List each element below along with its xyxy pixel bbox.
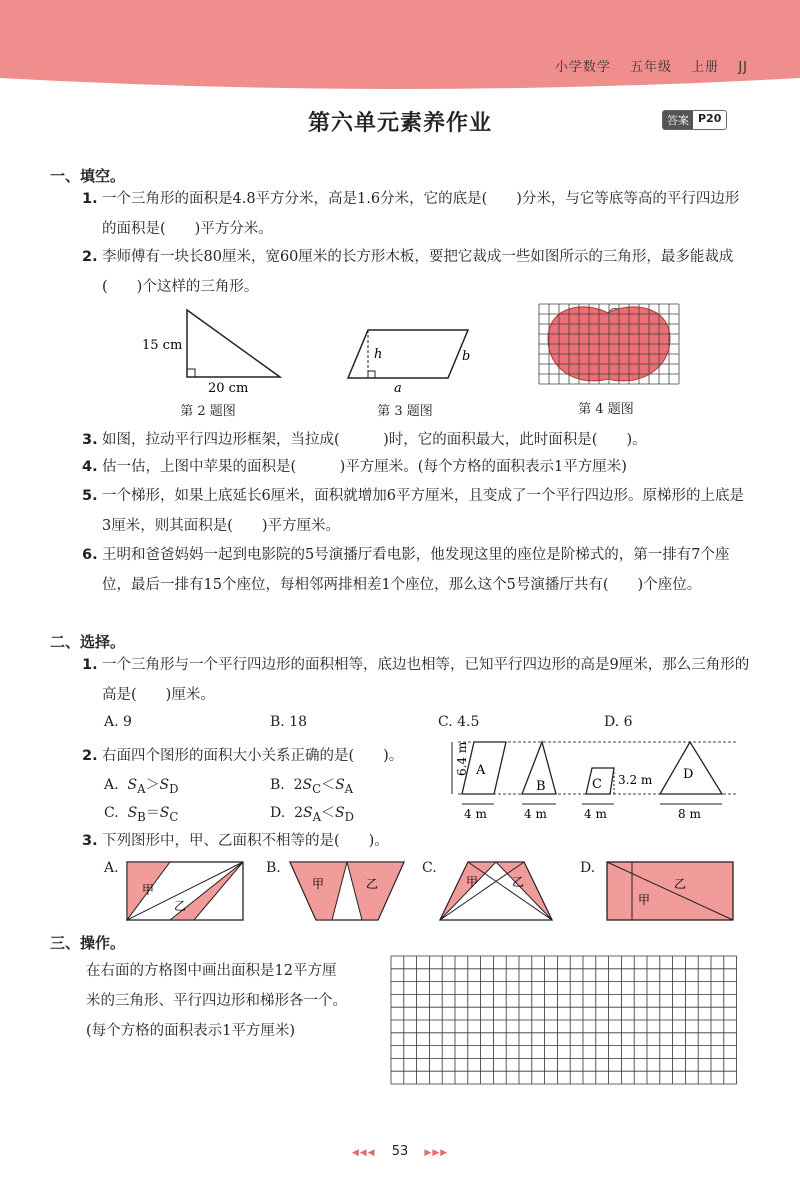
fig3-caption: 第 3 题图 [377, 404, 433, 419]
s3-text-line3: (每个方格的面积表示1平方厘米) [86, 1023, 296, 1039]
fig-base-d: 8 m [678, 807, 701, 821]
s2-q1-option-d[interactable]: D. 6 [604, 714, 633, 730]
drawing-grid[interactable] [390, 955, 742, 1085]
s1-q5-num: 5. [82, 488, 98, 504]
s2-q3-figure-a [124, 858, 246, 922]
s1-q3-num: 3. [82, 432, 98, 448]
page-number: 53 [391, 1144, 409, 1159]
fig3-h-label: h [374, 347, 383, 362]
s1-question-4 [82, 452, 750, 482]
s2-q1-num: 1. [82, 657, 98, 673]
c-jia: 甲 [466, 875, 479, 889]
prev-arrows-icon: ◀◀◀ [351, 1148, 376, 1158]
answer-tag [662, 110, 727, 130]
fig2-base-label: 20 cm [208, 381, 249, 395]
s1-question-2 [82, 242, 750, 302]
section1-heading: 一、填空。 [50, 167, 126, 185]
s3-text-line2: 米的三角形、平行四边形和梯形各一个。 [86, 993, 347, 1009]
s2-question-2 [82, 741, 442, 771]
fig-label-d: D [683, 767, 694, 782]
fig-base-b: 4 m [524, 807, 547, 821]
s2-q3-option-c[interactable]: C. [422, 860, 437, 876]
s2-q1-option-c[interactable]: C. 4.5 [438, 714, 480, 730]
s2-q1-text: 一个三角形与一个平行四边形的面积相等，底边也相等，已知平行四边形的高是9厘米，那么三角形的高是( )厘米。 [102, 657, 750, 703]
d-yi: 乙 [674, 877, 687, 891]
s2-q2-text: 右面四个图形的面积大小关系正确的是( )。 [102, 748, 404, 764]
fig2-triangle [140, 305, 290, 395]
header-edition: JJ [738, 60, 748, 75]
section2-heading: 二、选择。 [50, 633, 126, 651]
header-banner [0, 0, 800, 92]
s1-q6-text: 王明和爸爸妈妈一起到电影院的5号演播厅看电影，他发现这里的座位是阶梯式的，第一排有7个座位，最后一排有15个座位，每相邻两排相差1个座位，那么这个5号演播厅共有( )个座位。 [102, 547, 730, 593]
fig-label-b: B [536, 779, 546, 794]
answer-page: P20 [698, 112, 722, 125]
s2-q3-figure-b [288, 858, 406, 922]
fig-label-c: C [592, 777, 602, 792]
fig-base-a: 4 m [464, 807, 487, 821]
s2-q3-num: 3. [82, 833, 98, 849]
fig3-a-label: a [394, 381, 402, 394]
s1-q1-num: 1. [82, 191, 98, 207]
header-info [541, 56, 748, 75]
page-footer [0, 1144, 800, 1159]
s3-text-line1: 在右面的方格图中画出面积是12平方厘 [86, 963, 337, 979]
d-jia: 甲 [638, 893, 651, 907]
answer-label: 答案 [663, 111, 693, 129]
fig-label-a: A [476, 763, 486, 778]
s1-q2-text: 李师傅有一块长80厘米，宽60厘米的长方形木板，要把它裁成一些如图所示的三角形，最多能裁成( )个这样的三角形。 [102, 249, 734, 295]
s2-q3-figure-d [604, 858, 736, 922]
s2-q3-figure-c [438, 858, 554, 922]
next-arrows-icon: ▶▶▶ [424, 1148, 449, 1158]
s2-q3-text: 下列图形中，甲、乙面积不相等的是( )。 [102, 833, 389, 849]
page-title: 第六单元素养作业 [307, 111, 492, 136]
a-jia: 甲 [142, 883, 155, 897]
s1-q6-num: 6. [82, 547, 98, 563]
s2-q2-figure [438, 738, 738, 824]
s2-q2-option-c[interactable]: C. $S_B=S_C$ [104, 805, 179, 824]
s1-question-5 [82, 481, 750, 541]
c-yi: 乙 [512, 875, 525, 889]
s2-q1-option-a[interactable]: A. 9 [104, 714, 132, 730]
s1-q3-text: 如图，拉动平行四边形框架，当拉成( )时，它的面积最大，此时面积是( )。 [102, 432, 647, 448]
fig4-caption: 第 4 题图 [578, 402, 634, 417]
b-yi: 乙 [366, 877, 379, 891]
fig3-b-label: b [462, 349, 471, 364]
s2-q2-num: 2. [82, 748, 98, 764]
fig2-caption: 第 2 题图 [180, 404, 236, 419]
s2-q2-option-d[interactable]: D. $2S_A<S_D$ [270, 805, 354, 824]
s1-q4-text: 估一估，上图中苹果的面积是( )平方厘米。(每个方格的面积表示1平方厘米) [102, 459, 627, 475]
header-volume: 上册 [691, 60, 720, 75]
s1-question-1 [82, 184, 750, 244]
s2-q2-option-a[interactable]: A. $S_A>S_D$ [104, 777, 179, 796]
s2-q2-option-b[interactable]: B. $2S_C<S_A$ [270, 777, 354, 796]
s2-question-1 [82, 650, 750, 710]
fig2-height-label: 15 cm [142, 338, 183, 353]
s2-q3-option-d[interactable]: D. [580, 860, 596, 876]
section3-heading: 三、操作。 [50, 934, 126, 952]
fig4-apple-grid [538, 303, 680, 389]
header-grade: 五年级 [630, 60, 673, 75]
s2-question-3 [82, 826, 750, 856]
s3-text [86, 956, 386, 1046]
a-yi: 乙 [174, 899, 187, 913]
fig3-parallelogram [340, 318, 490, 394]
s1-q1-text: 一个三角形的面积是4.8平方分米，高是1.6分米，它的底是( )分米，与它等底等高的平行四边形的面积是( )平方分米。 [102, 191, 740, 237]
fig-inner-height: 3.2 m [618, 773, 653, 787]
s2-q2-height-label: 6.4 m [455, 741, 469, 776]
header-subject: 小学数学 [554, 60, 611, 75]
s2-q1-option-b[interactable]: B. 18 [270, 714, 308, 730]
b-jia: 甲 [312, 877, 325, 891]
s1-question-3 [82, 425, 750, 455]
s2-q3-option-b[interactable]: B. [266, 860, 281, 876]
s1-q4-num: 4. [82, 459, 98, 475]
s1-question-6 [82, 540, 750, 600]
s2-q3-option-a[interactable]: A. [104, 860, 119, 876]
s1-q2-num: 2. [82, 249, 98, 265]
s1-q5-text: 一个梯形，如果上底延长6厘米，面积就增加6平方厘米，且变成了一个平行四边形。原梯形的上底是3厘米，则其面积是( )平方厘米。 [102, 488, 744, 534]
fig-base-c: 4 m [584, 807, 607, 821]
